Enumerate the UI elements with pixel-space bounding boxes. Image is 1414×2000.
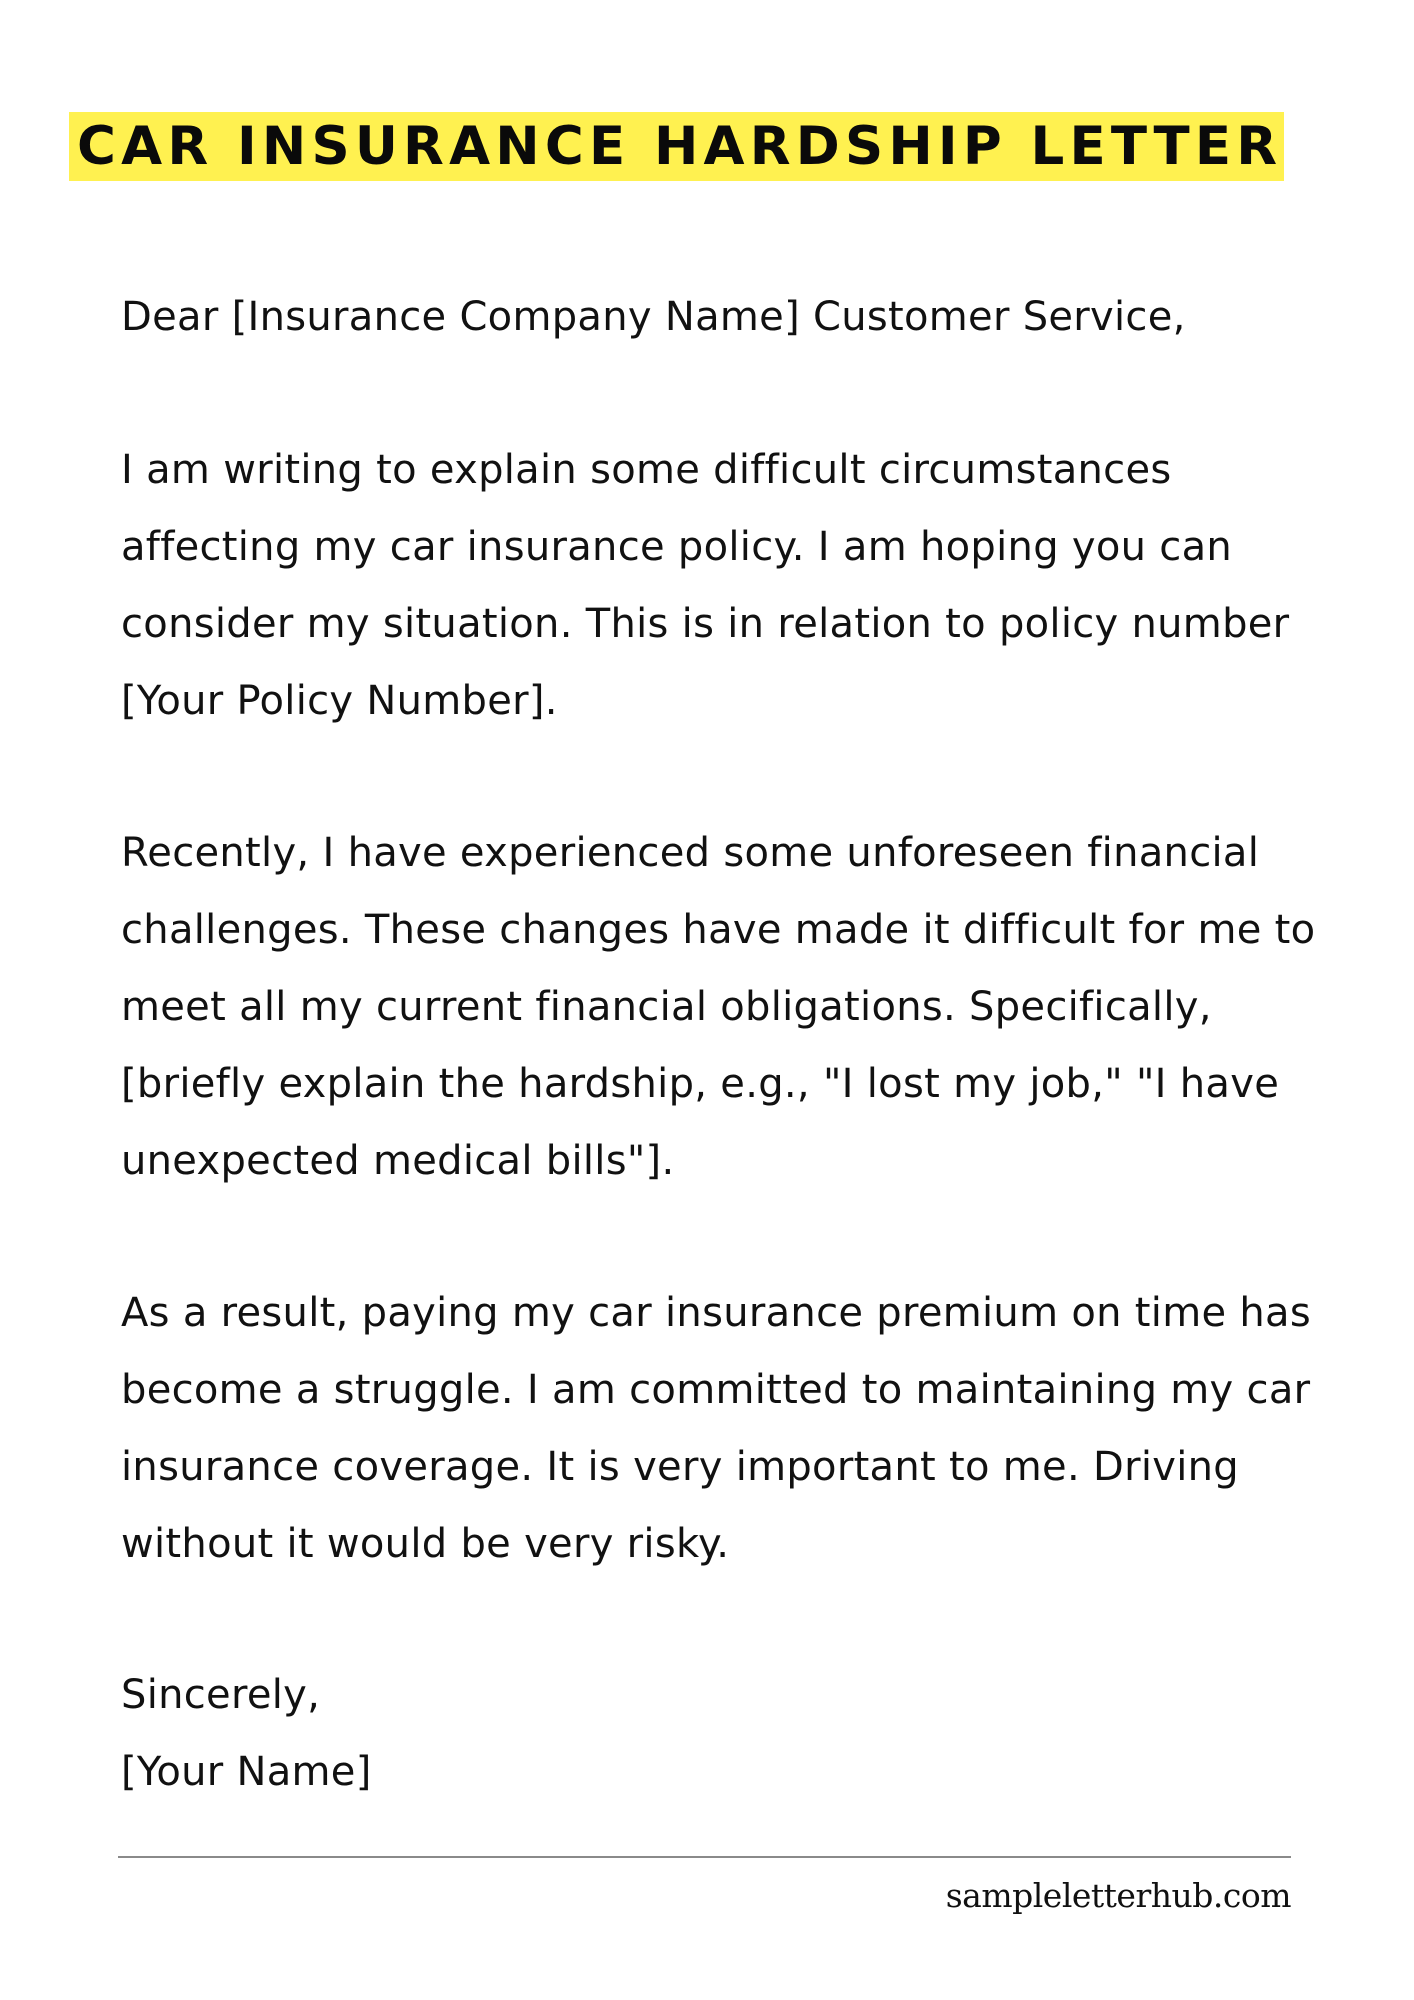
paragraph-line: Recently, I have experienced some unforeseen financial — [121, 830, 1260, 876]
paragraph-line: I am writing to explain some difficult circumstances — [121, 447, 1172, 493]
footer-site-link[interactable]: sampleletterhub.com — [945, 1876, 1291, 1915]
paragraph-line: consider my situation. This is in relation to policy number — [121, 601, 1290, 647]
closing: Sincerely, — [121, 1672, 321, 1718]
footer-divider — [118, 1856, 1291, 1858]
signature-placeholder: [Your Name] — [121, 1749, 372, 1795]
paragraph-line: As a result, paying my car insurance premium on time has — [121, 1290, 1311, 1336]
paragraph-line: insurance coverage. It is very important to me. Driving — [121, 1444, 1239, 1490]
paragraph-line: [Your Policy Number]. — [121, 678, 558, 724]
salutation: Dear [Insurance Company Name] Customer Service, — [121, 294, 1186, 340]
paragraph-line: unexpected medical bills"]. — [121, 1138, 675, 1184]
paragraph-line: affecting my car insurance policy. I am hoping you can — [121, 524, 1233, 570]
paragraph-line: become a struggle. I am committed to maintaining my car — [121, 1367, 1311, 1413]
paragraph-line: [briefly explain the hardship, e.g., "I lost my job," "I have — [121, 1061, 1280, 1107]
paragraph-line: challenges. These changes have made it difficult for me to — [121, 907, 1316, 953]
page-title: CAR INSURANCE HARDSHIP LETTER — [77, 116, 1283, 177]
paragraph-line: without it would be very risky. — [121, 1521, 730, 1567]
paragraph-line: meet all my current financial obligations. Specifically, — [121, 984, 1212, 1030]
